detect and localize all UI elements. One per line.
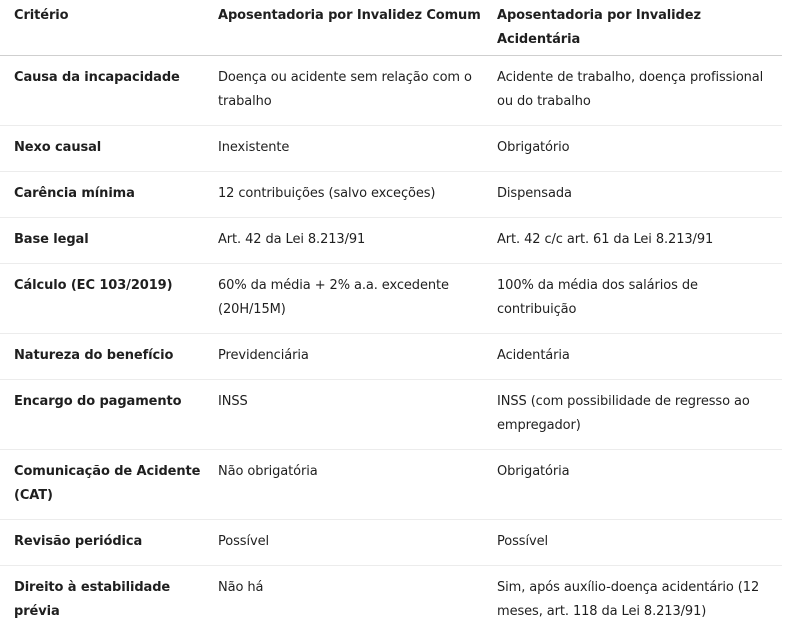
row-criterion: Comunicação de Acidente (CAT) <box>0 450 218 520</box>
row-comum-value: INSS <box>218 380 497 450</box>
header-acidentaria: Aposentadoria por Invalidez Acidentária <box>497 0 782 56</box>
row-criterion: Natureza do benefício <box>0 334 218 380</box>
table-row <box>0 172 782 218</box>
row-comum-value: Não obrigatória <box>218 450 497 520</box>
table-row <box>0 566 782 635</box>
header-comum: Aposentadoria por Invalidez Comum <box>218 0 497 56</box>
table-row <box>0 126 782 172</box>
row-acidentaria-value: Acidentária <box>497 334 782 380</box>
row-comum-value: Inexistente <box>218 126 497 172</box>
row-comum-value: 60% da média + 2% a.a. excedente (20H/15M) <box>218 264 497 334</box>
header-criterio: Critério <box>0 0 218 56</box>
row-comum-value: Art. 42 da Lei 8.213/91 <box>218 218 497 264</box>
row-acidentaria-value: Art. 42 c/c art. 61 da Lei 8.213/91 <box>497 218 782 264</box>
row-comum-value: Possível <box>218 520 497 566</box>
table-row <box>0 218 782 264</box>
row-comum-value: Doença ou acidente sem relação com o trabalho <box>218 56 497 126</box>
row-acidentaria-value: Dispensada <box>497 172 782 218</box>
row-criterion: Revisão periódica <box>0 520 218 566</box>
row-criterion: Encargo do pagamento <box>0 380 218 450</box>
row-acidentaria-value: Obrigatório <box>497 126 782 172</box>
row-acidentaria-value: Acidente de trabalho, doença profissional ou do trabalho <box>497 56 782 126</box>
table-row <box>0 380 782 450</box>
table-row <box>0 264 782 334</box>
table-row <box>0 334 782 380</box>
row-criterion: Base legal <box>0 218 218 264</box>
row-acidentaria-value: 100% da média dos salários de contribuição <box>497 264 782 334</box>
header-row <box>0 0 782 56</box>
row-acidentaria-value: INSS (com possibilidade de regresso ao empregador) <box>497 380 782 450</box>
row-acidentaria-value: Possível <box>497 520 782 566</box>
row-acidentaria-value: Sim, após auxílio-doença acidentário (12 meses, art. 118 da Lei 8.213/91) <box>497 566 782 635</box>
table-row <box>0 450 782 520</box>
row-criterion: Causa da incapacidade <box>0 56 218 126</box>
row-comum-value: Previdenciária <box>218 334 497 380</box>
row-acidentaria-value: Obrigatória <box>497 450 782 520</box>
row-criterion: Cálculo (EC 103/2019) <box>0 264 218 334</box>
row-comum-value: 12 contribuições (salvo exceções) <box>218 172 497 218</box>
row-criterion: Carência mínima <box>0 172 218 218</box>
table-row <box>0 56 782 126</box>
table-row <box>0 520 782 566</box>
row-criterion: Direito à estabilidade prévia <box>0 566 218 635</box>
row-comum-value: Não há <box>218 566 497 635</box>
row-criterion: Nexo causal <box>0 126 218 172</box>
